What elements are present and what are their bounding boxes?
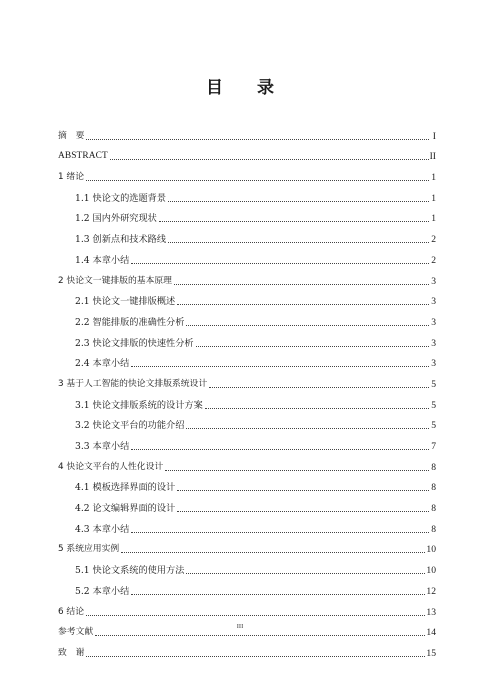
- toc-entry-label: 2.1 快论文一键排版概述: [75, 296, 176, 308]
- toc-entry-label: 3 基于人工智能的快论文排版系统设计: [58, 378, 208, 389]
- toc-entry-page-number: 8: [431, 523, 436, 535]
- toc-entry-page-number: 2: [431, 234, 436, 246]
- dot-leader: [86, 656, 425, 657]
- toc-entry-page-number: 10: [426, 565, 436, 577]
- toc-entry[interactable]: [58, 638, 436, 659]
- dot-leader: [131, 594, 425, 595]
- toc-entry-label: 3.1 快论文排版系统的设计方案: [75, 399, 203, 411]
- dot-leader: [196, 346, 429, 347]
- dot-leader: [95, 635, 425, 636]
- dot-leader: [86, 180, 429, 181]
- dot-leader: [110, 159, 429, 160]
- toc-entry[interactable]: [58, 411, 436, 432]
- dot-leader: [186, 428, 429, 429]
- toc-entry-label: 1.3 创新点和技术路线: [75, 234, 167, 246]
- toc-entry-page-number: 10: [426, 544, 436, 556]
- dot-leader: [131, 263, 429, 264]
- dot-leader: [177, 490, 429, 491]
- toc-entry-page-number: 3: [431, 316, 436, 328]
- toc-entry-page-number: 8: [431, 482, 436, 494]
- toc-entry[interactable]: [58, 307, 436, 328]
- toc-entry[interactable]: [58, 514, 436, 535]
- dot-leader: [174, 284, 429, 285]
- toc-entry-label: 1.4 本章小结: [75, 254, 130, 266]
- toc-entry-label: 2.4 本章小结: [75, 358, 130, 370]
- dot-leader: [159, 221, 429, 222]
- dot-leader: [131, 532, 429, 533]
- dot-leader: [86, 139, 429, 140]
- toc-entry-page-number: 3: [431, 296, 436, 308]
- toc-entry[interactable]: [58, 535, 436, 556]
- toc-entry[interactable]: [58, 473, 436, 494]
- toc-entry-page-number: 15: [426, 647, 436, 659]
- toc-entry[interactable]: [58, 162, 436, 183]
- toc-entry-label: 3.3 本章小结: [75, 441, 130, 452]
- toc-entry-page-number: 1: [431, 172, 436, 184]
- toc-entry-label: 4 快论文平台的人性化设计: [58, 461, 164, 472]
- toc-entry[interactable]: [58, 142, 436, 163]
- toc-entry[interactable]: [58, 266, 436, 287]
- toc-entry-page-number: 7: [431, 441, 436, 452]
- toc-entry[interactable]: [58, 555, 436, 576]
- toc-entry[interactable]: [58, 183, 436, 204]
- dot-leader: [186, 573, 425, 574]
- toc-entry[interactable]: [58, 452, 436, 473]
- toc-entry-page-number: 13: [426, 606, 436, 618]
- toc-entry[interactable]: [58, 121, 436, 142]
- dot-leader: [131, 366, 429, 367]
- toc-entry-page-number: 5: [431, 378, 436, 390]
- toc-entry-page-number: 3: [431, 337, 436, 349]
- toc-entry[interactable]: [58, 369, 436, 390]
- toc-entry[interactable]: [58, 328, 436, 349]
- dot-leader: [131, 449, 429, 450]
- toc-entry-label: 4.2 论文编辑界面的设计: [75, 503, 176, 515]
- toc-entry[interactable]: [58, 204, 436, 225]
- toc-entry-label: 4.1 模板选择界面的设计: [75, 482, 176, 494]
- dot-leader: [205, 408, 429, 409]
- toc-entry-page-number: 1: [431, 213, 436, 225]
- dot-leader: [186, 325, 429, 326]
- toc-entry[interactable]: [58, 431, 436, 452]
- dot-leader: [168, 201, 429, 202]
- table-of-contents: [58, 121, 436, 659]
- toc-entry-page-number: 5: [431, 420, 436, 432]
- toc-entry[interactable]: [58, 493, 436, 514]
- toc-entry-label: ABSTRACT: [58, 151, 108, 162]
- toc-entry-page-number: 12: [426, 585, 436, 597]
- toc-entry-label: 5.2 本章小结: [75, 585, 130, 597]
- toc-entry-label: 5 系统应用实例: [58, 544, 120, 555]
- toc-entry-page-number: 3: [431, 275, 436, 287]
- toc-entry-label: 1 绪论: [58, 172, 84, 183]
- toc-entry-page-number: I: [432, 130, 436, 142]
- toc-entry-label: 6 结论: [58, 606, 84, 617]
- toc-entry-page-number: 1: [431, 192, 436, 204]
- toc-entry-label: 1.2 国内外研究现状: [75, 213, 157, 225]
- toc-entry-page-number: 8: [431, 461, 436, 473]
- toc-entry-label: 2.2 智能排版的准确性分析: [75, 316, 185, 328]
- dot-leader: [86, 615, 425, 616]
- toc-entry-label: 5.1 快论文系统的使用方法: [75, 565, 185, 577]
- toc-entry-page-number: 14: [426, 627, 436, 639]
- dot-leader: [209, 387, 429, 388]
- toc-entry-label: 致 谢: [58, 647, 85, 658]
- toc-entry[interactable]: [58, 597, 436, 618]
- dot-leader: [165, 470, 429, 471]
- toc-entry-page-number: II: [429, 151, 436, 163]
- toc-entry[interactable]: [58, 349, 436, 370]
- toc-entry[interactable]: [58, 390, 436, 411]
- toc-entry-label: 2.3 快论文排版的快速性分析: [75, 337, 194, 349]
- toc-entry-page-number: 3: [431, 358, 436, 370]
- toc-entry-label: 参考文献: [58, 627, 94, 638]
- page-title: 目 录: [206, 78, 288, 98]
- toc-entry-label: 3.2 快论文平台的功能介绍: [75, 420, 185, 432]
- toc-entry-page-number: 2: [431, 254, 436, 266]
- dot-leader: [177, 304, 429, 305]
- toc-entry[interactable]: [58, 224, 436, 245]
- toc-entry-label: 2 快论文一键排版的基本原理: [58, 275, 172, 286]
- dot-leader: [168, 242, 429, 243]
- page-number-footer: III: [236, 623, 244, 630]
- toc-entry[interactable]: [58, 576, 436, 597]
- dot-leader: [177, 511, 429, 512]
- dot-leader: [121, 552, 425, 553]
- toc-entry-label: 4.3 本章小结: [75, 523, 130, 535]
- toc-entry[interactable]: [58, 245, 436, 266]
- toc-entry-label: 摘 要: [58, 130, 85, 141]
- toc-entry-page-number: 8: [431, 503, 436, 515]
- toc-entry-page-number: 5: [431, 399, 436, 411]
- toc-entry-label: 1.1 快论文的选题背景: [75, 192, 167, 204]
- toc-entry[interactable]: [58, 287, 436, 308]
